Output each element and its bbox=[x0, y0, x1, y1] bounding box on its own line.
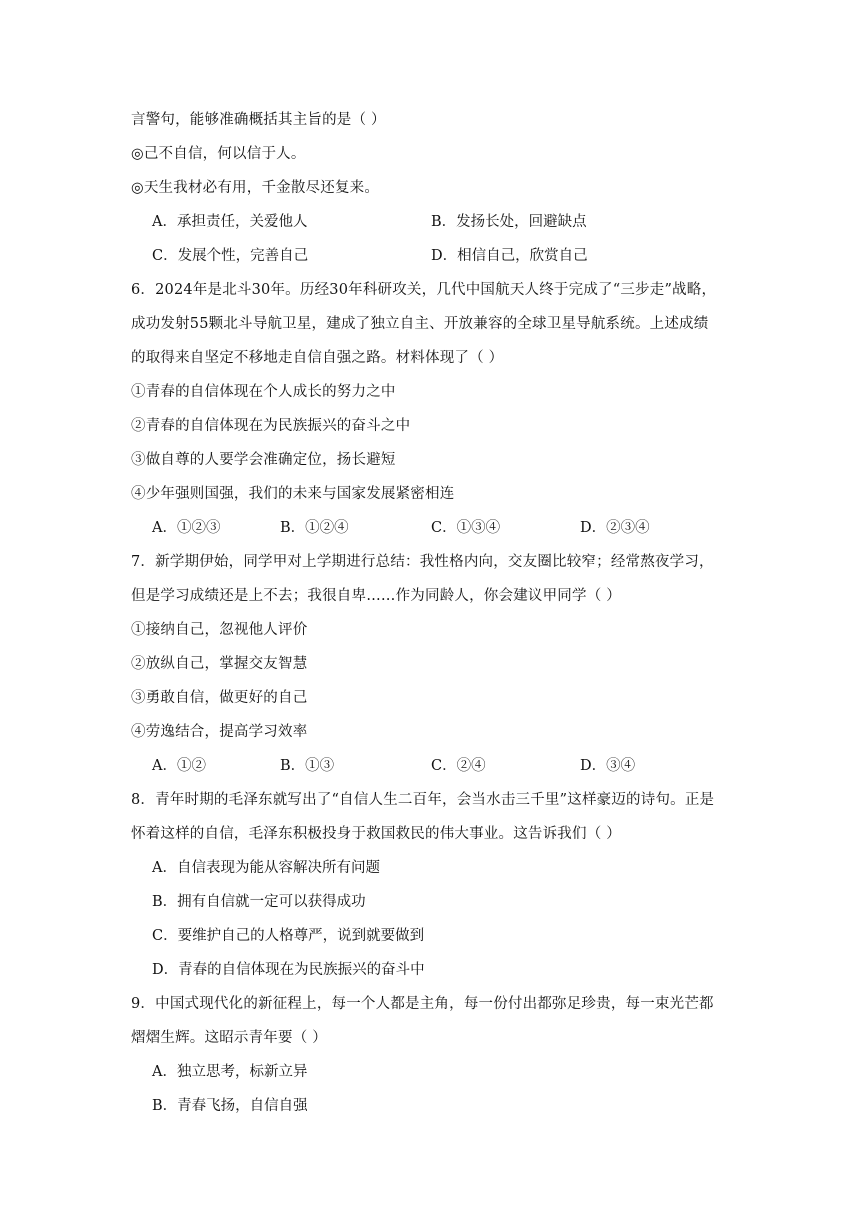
q7-option-c: C．②④ bbox=[431, 758, 486, 774]
q5-option-a: A．承担责任，关爱他人 bbox=[152, 214, 308, 230]
q6-stem-line-2: 成功发射55颗北斗导航卫星，建成了独立自主、开放兼容的全球卫星导航系统。上述成绩 bbox=[131, 316, 709, 332]
q6-option-b: B．①②④ bbox=[280, 520, 349, 536]
q8-stem-line-1: 8．青年时期的毛泽东就写出了“自信人生二百年，会当水击三千里”这样豪迈的诗句。正是 bbox=[131, 792, 715, 808]
q6-stem-line-3: 的取得来自坚定不移地走自信自强之路。材料体现了（ ） bbox=[131, 350, 504, 366]
q6-option-c: C．①③④ bbox=[431, 520, 501, 536]
q7-statement-2: ②放纵自己，掌握交友智慧 bbox=[131, 656, 308, 672]
q7-stem-line-1: 7．新学期伊始，同学甲对上学期进行总结：我性格内向，交友圈比较窄；经常熬夜学习， bbox=[131, 554, 714, 570]
q5-quote-1: ◎己不自信，何以信于人。 bbox=[131, 146, 306, 162]
q5-option-b: B．发扬长处，回避缺点 bbox=[431, 214, 587, 230]
q5-stem-line-1: 言警句，能够准确概括其主旨的是（ ） bbox=[131, 112, 386, 128]
q9-stem-line-1: 9．中国式现代化的新征程上，每一个人都是主角，每一份付出都弥足珍贵，每一束光芒都 bbox=[131, 996, 714, 1012]
q5-quote-2: ◎天生我材必有用，千金散尽还复来。 bbox=[131, 180, 380, 196]
q7-option-a: A．①② bbox=[152, 758, 206, 774]
q6-statement-2: ②青春的自信体现在为民族振兴的奋斗之中 bbox=[131, 418, 411, 434]
q6-statement-4: ④少年强则国强，我们的未来与国家发展紧密相连 bbox=[131, 486, 455, 502]
q7-statement-1: ①接纳自己，忽视他人评价 bbox=[131, 622, 308, 638]
q8-option-c: C．要维护自己的人格尊严，说到就要做到 bbox=[152, 928, 425, 944]
q6-statement-3: ③做自尊的人要学会准确定位，扬长避短 bbox=[131, 452, 396, 468]
q7-statement-4: ④劳逸结合，提高学习效率 bbox=[131, 724, 308, 740]
q5-option-d: D．相信自己，欣赏自己 bbox=[431, 248, 588, 264]
q8-option-d: D．青春的自信体现在为民族振兴的奋斗中 bbox=[152, 962, 425, 978]
q8-option-a: A．自信表现为能从容解决所有问题 bbox=[152, 860, 380, 876]
q9-stem-line-2: 熠熠生辉。这昭示青年要（ ） bbox=[131, 1030, 327, 1046]
q7-option-d: D．③④ bbox=[580, 758, 636, 774]
q6-stem-line-1: 6．2024年是北斗30年。历经30年科研攻关，几代中国航天人终于完成了“三步走”战略， bbox=[131, 282, 717, 298]
q9-option-b: B．青春飞扬，自信自强 bbox=[152, 1098, 308, 1114]
q8-stem-line-2: 怀着这样的自信，毛泽东积极投身于救国救民的伟大事业。这告诉我们（ ） bbox=[131, 826, 621, 842]
q7-statement-3: ③勇敢自信，做更好的自己 bbox=[131, 690, 308, 706]
q8-option-b: B．拥有自信就一定可以获得成功 bbox=[152, 894, 366, 910]
q9-option-a: A．独立思考，标新立异 bbox=[152, 1064, 308, 1080]
q7-stem-line-2: 但是学习成绩还是上不去；我很自卑……作为同龄人，你会建议甲同学（ ） bbox=[131, 588, 621, 604]
q6-statement-1: ①青春的自信体现在个人成长的努力之中 bbox=[131, 384, 396, 400]
q7-option-b: B．①③ bbox=[280, 758, 335, 774]
q5-option-c: C．发展个性，完善自己 bbox=[152, 248, 309, 264]
q6-option-a: A．①②③ bbox=[152, 520, 221, 536]
q6-option-d: D．②③④ bbox=[580, 520, 650, 536]
